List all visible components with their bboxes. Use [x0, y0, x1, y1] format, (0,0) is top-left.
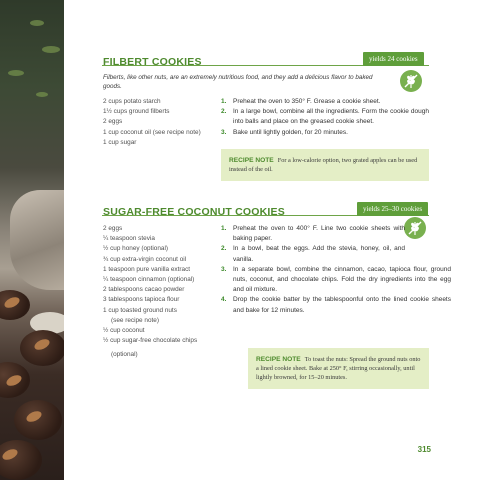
ingredient-item: ½ cup honey (optional)	[103, 245, 169, 253]
step-text: Drop the cookie batter by the tablespoonful onto the lined cookie sheets and bake for 12 minutes.	[233, 296, 451, 314]
recipe-note	[221, 149, 429, 181]
recipe-note	[248, 348, 429, 389]
recipe-note-text: For a low-calorie option, two grated apples can be used instead of the oil.	[229, 157, 418, 173]
gluten-free-wheat-icon	[404, 217, 426, 239]
ingredient-item: 1 cup coconut oil (see recipe note)	[103, 128, 201, 136]
recipe-title: FILBERT COOKIES	[103, 56, 202, 68]
ingredient-list	[103, 224, 215, 361]
recipe-note-label: RECIPE NOTE	[229, 157, 274, 164]
recipe-title: SUGAR-FREE COCONUT COOKIES	[103, 206, 285, 218]
method-step	[221, 244, 405, 264]
ingredient-item: ½ cup sugar-free chocolate chips	[103, 337, 198, 345]
gluten-free-wheat-icon	[400, 70, 422, 92]
method-step	[221, 128, 429, 138]
step-number: 1.	[221, 98, 227, 105]
recipe-note-text: To toast the nuts: Spread the ground nuts onto a lined cookie sheet. Bake at 250° F, stirring occasionally, until lightly browned, for 15–20 minutes.	[256, 356, 421, 381]
step-number: 3.	[221, 265, 227, 273]
method-step	[221, 97, 429, 107]
ingredient-item: 1 cup sugar	[103, 138, 137, 146]
step-text: In a large bowl, combine all the ingredients. Form the cookie dough into balls and place on the greased cookie sheet.	[233, 108, 429, 126]
ingredient-item: 1 teaspoon pure vanilla extract	[103, 265, 191, 273]
ingredient-list	[103, 97, 213, 148]
step-text: In a separate bowl, combine the cinnamon, cacao, tapioca flour, ground nuts, coconut, and chocolate chips. Fold the dry ingredients into the egg and oil mixture.	[233, 265, 451, 294]
ingredient-item: (see recipe note)	[111, 316, 159, 324]
step-number: 3.	[221, 128, 227, 136]
step-text: Bake until lightly golden, for 20 minutes.	[233, 128, 348, 136]
recipe-intro: Filberts, like other nuts, are an extremely nutritious food, and they add a delicious flavor to baked goods.	[103, 74, 373, 91]
step-number: 2.	[221, 108, 227, 116]
linen-cloth	[10, 190, 64, 290]
ingredient-item: 2 eggs	[103, 118, 123, 126]
ingredient-item: 3 tablespoons tapioca flour	[103, 296, 180, 304]
method-steps	[221, 224, 451, 316]
step-number: 2.	[221, 245, 227, 253]
herb-leaf	[30, 20, 44, 26]
method-step	[221, 224, 405, 244]
ingredient-item: ½ cup coconut	[103, 327, 145, 335]
herb-leaf	[42, 46, 60, 53]
yields-badge: yields 24 cookies	[363, 52, 424, 66]
ingredient-item: 2 cups potato starch	[103, 98, 161, 105]
ingredient-item: ¼ teaspoon stevia	[103, 235, 155, 243]
ingredient-item: ¼ teaspoon cinnamon (optional)	[103, 276, 195, 284]
food-photo	[0, 0, 64, 480]
ingredient-item: 2 tablespoons cacao powder	[103, 286, 185, 294]
step-text: Preheat the oven to 400° F. Line two cookie sheets with baking paper.	[233, 225, 405, 243]
yields-badge: yields 25–30 cookies	[357, 202, 428, 216]
ingredient-item: 1 cup toasted ground nuts	[103, 306, 177, 314]
ingredient-item: ¾ cup extra-virgin coconut oil	[103, 255, 187, 263]
cookie	[14, 400, 62, 440]
herb-leaf	[8, 70, 24, 76]
step-text: In a bowl, beat the eggs. Add the stevia, honey, oil, and vanilla.	[233, 245, 405, 263]
ingredient-item: 1½ cups ground filberts	[103, 108, 170, 116]
ingredient-item: 2 eggs	[103, 225, 123, 232]
ingredient-item: (optional)	[111, 351, 138, 359]
recipe-note-label: RECIPE NOTE	[256, 356, 301, 363]
step-number: 1.	[221, 225, 227, 232]
method-steps	[221, 97, 429, 138]
method-step	[221, 265, 451, 296]
herb-leaf	[36, 92, 48, 97]
method-step	[221, 107, 429, 127]
page-number: 315	[417, 445, 431, 454]
step-number: 4.	[221, 296, 227, 304]
method-step	[221, 295, 451, 315]
step-text: Preheat the oven to 350° F. Grease a cookie sheet.	[233, 98, 381, 105]
